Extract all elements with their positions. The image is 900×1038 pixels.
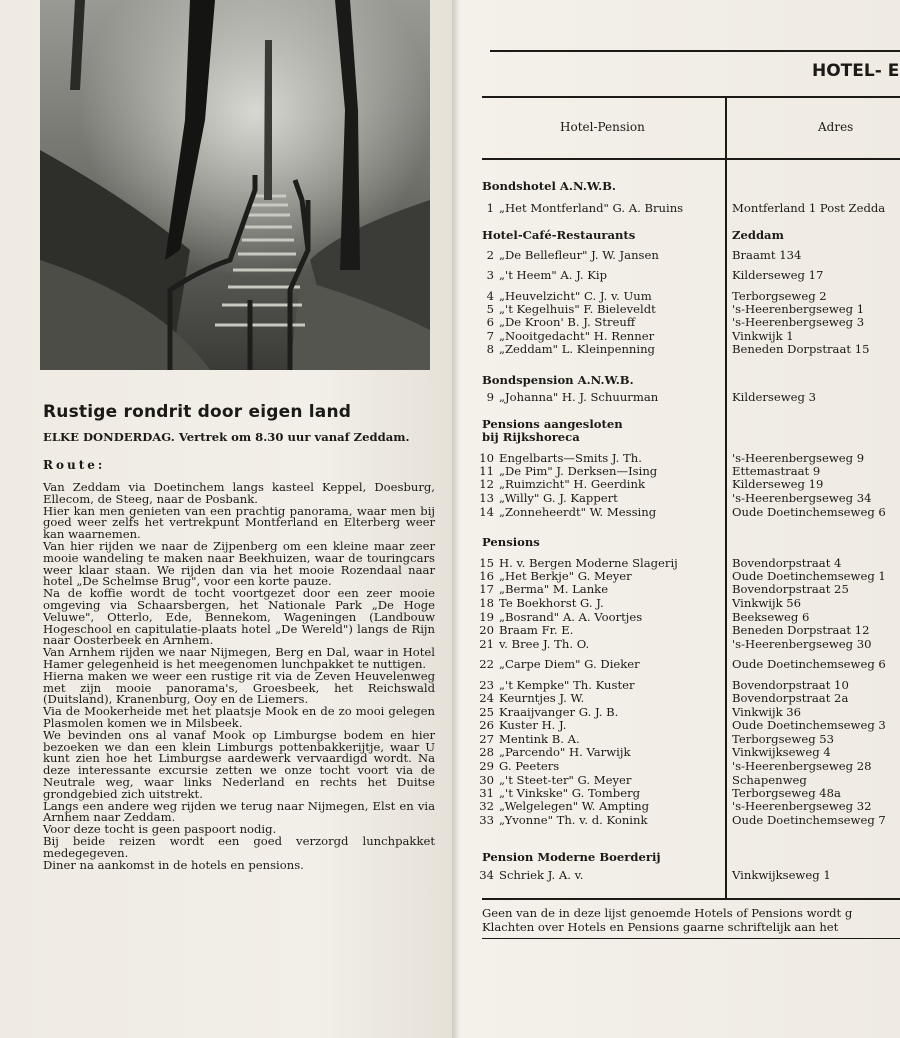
route-description [43,482,435,871]
row-number: 25 [479,705,494,719]
row-number: 8 [486,342,494,356]
article-subtitle: ELKE DONDERDAG. Vertrek om 8.30 uur vanaf Zeddam. [43,430,410,444]
row-number: 33 [479,813,494,827]
row-number: 15 [479,556,494,570]
section-moderne-boerderij: Pension Moderne Boerderij [482,850,661,864]
row-name: Mentink B. A. [499,732,580,746]
row-address: Vinkwijkseweg 4 [732,746,831,759]
row-address: Oude Doetinchemseweg 6 [732,658,886,671]
row-number: 3 [486,268,494,282]
row-address: Schapenweg [732,774,807,787]
row-address: Kilderseweg 3 [732,391,816,404]
footnote-line: Geen van de in deze lijst genoemde Hotels of Pensions wordt g [482,906,853,920]
row-address: 's-Heerenbergseweg 34 [732,492,872,505]
row-number: 13 [479,491,494,505]
footer-rule [482,938,900,939]
row-number: 30 [479,773,494,787]
section-pensions: Pensions [482,535,540,549]
row-number: 16 [479,569,494,583]
row-address: 's-Heerenbergseweg 28 [732,760,872,773]
row-name: „De Kroon' B. J. Streuff [499,315,636,329]
row-address: Beneden Dorpstraat 12 [732,624,870,637]
row-address: Bovendorpstraat 25 [732,583,849,596]
row-number: 23 [479,678,494,692]
paragraph: Voor deze tocht is geen paspoort nodig. [43,822,277,837]
paragraph: Van Arnhem rijden we naar Nijmegen, Berg en Dal, waar in Hotel Hamer gelegenheid is het meegenomen lunchpakket te nuttigen. [43,645,435,671]
row-address: Bovendorpstraat 4 [732,557,842,570]
row-name: „De Bellefleur" J. W. Jansen [499,248,659,262]
paragraph: Hierna maken we weer een rustige rit via de Zeven Heuvelenweg met zijn mooie panorama's, Groesbeek, het Reichswald (Duitsland), Kranenburg, Ooy en de Liemers. [43,668,435,707]
row-name: „Zonneheerdt" W. Messing [499,505,657,519]
colhead-rule [482,158,900,160]
row-number: 1 [486,201,494,215]
row-name: G. Peeters [499,759,560,773]
row-number: 22 [479,657,494,671]
row-name: „Johanna" H. J. Schuurman [499,390,659,404]
row-address: Terborgseweg 53 [732,733,835,746]
forest-stairs-photo [40,0,430,370]
row-address: Beneden Dorpstraat 15 [732,343,870,356]
row-number: 12 [479,477,494,491]
row-name: Keurntjes J. W. [499,691,585,705]
row-address: Vinkwijkseweg 1 [732,869,831,882]
row-name: Kuster H. J. [499,718,567,732]
row-address: Bovendorpstraat 10 [732,679,849,692]
row-number: 19 [479,610,494,624]
row-name: „'t Vinkske" G. Tomberg [499,786,641,800]
row-address: Oude Doetinchemseweg 1 [732,570,886,583]
row-address: Vinkwijk 36 [732,706,802,719]
row-name: Schriek J. A. v. [499,868,584,882]
col-header-hotel: Hotel-Pension [560,120,645,134]
row-number: 31 [479,786,494,800]
row-name: Kraaijvanger G. J. B. [499,705,619,719]
right-page [460,0,900,1038]
row-name: „Bosrand" A. A. Voortjes [499,610,643,624]
paragraph: Hier kan men genieten van een prachtig panorama, waar men bij goed weer zelfs het vertrekpunt Montferland en Elterberg weer kan waarnemen. [43,503,435,542]
row-address: Braamt 134 [732,249,802,262]
table-title: HOTEL- E [812,61,900,81]
row-number: 4 [486,289,494,303]
row-address: Vinkwijk 56 [732,597,802,610]
section-pensions-aangesloten: Pensions aangesloten [482,417,623,431]
row-name: „Yvonne" Th. v. d. Konink [499,813,648,827]
row-address: Oude Doetinchemseweg 7 [732,814,886,827]
row-name: „Het Berkje" G. Meyer [499,569,632,583]
top-rule [490,50,900,52]
row-name: „'t Kempke" Th. Kuster [499,678,635,692]
row-name: Engelbarts—Smits J. Th. [499,451,642,465]
page-fold [452,0,460,1038]
row-name: „Heuvelzicht" C. J. v. Uum [499,289,652,303]
row-name: v. Bree J. Th. O. [499,637,590,651]
row-number: 7 [486,329,494,343]
row-name: „'t Steet-ter" G. Meyer [499,773,632,787]
paragraph: We bevinden ons al vanaf Mook op Limburgse bodem en hier bezoeken we dan een klein Limburgs pottenbakkerijtje, waar U kunt zien hoe het Limburgse aardewerk vervaardigd wordt. Na deze interessante excursie zetten we onze tocht voort via de Neutrale weg, waar links Nederland en rechts het Duitse grondgebied zich uitstrekt. [43,727,435,801]
section-zeddam: Zeddam [732,228,784,242]
footnote-line: Klachten over Hotels en Pensions gaarne schriftelijk aan het [482,920,839,934]
row-address: Ettemastraat 9 [732,465,821,478]
paragraph: Bij beide reizen wordt een goed verzorgd lunchpakket medegegeven. [43,833,435,860]
row-address: Montferland 1 Post Zedda [732,202,886,215]
row-number: 6 [486,315,494,329]
row-address: Kilderseweg 17 [732,269,824,282]
row-address: Oude Doetinchemseweg 6 [732,506,886,519]
row-number: 26 [479,718,494,732]
bottom-rule [482,898,900,900]
paragraph: Van hier rijden we naar de Zijpenberg om een kleine maar zeer mooie wandeling te maken naar Beekhuizen, waar de touringcars weer klaar staan. We rijden dan via het mooie Rozendaal naar hotel „De Schelmse Brug", voor een korte pauze. [43,538,435,589]
paragraph: Diner na aankomst in de hotels en pensions. [43,857,304,872]
row-number: 34 [479,868,494,882]
row-number: 17 [479,582,494,596]
row-name: „Het Montferland" G. A. Bruins [499,201,684,215]
row-name: „Parcendo" H. Varwijk [499,745,631,759]
row-number: 29 [479,759,494,773]
column-divider [725,98,727,898]
row-address: 's-Heerenbergseweg 1 [732,303,865,316]
row-number: 24 [479,691,494,705]
row-address: Bovendorpstraat 2a [732,692,849,705]
article-title: Rustige rondrit door eigen land [43,402,352,422]
section-bondshotel: Bondshotel A.N.W.B. [482,179,616,193]
row-address: 's-Heerenbergseweg 32 [732,800,872,813]
row-name: „Berma" M. Lanke [499,582,609,596]
row-number: 2 [486,248,494,262]
row-name: „Carpe Diem" G. Dieker [499,657,640,671]
row-address: Vinkwijk 1 [732,330,794,343]
row-number: 20 [479,623,494,637]
row-number: 9 [486,390,494,404]
section-hotel-cafe: Hotel-Café-Restaurants [482,228,636,242]
paragraph: Van Zeddam via Doetinchem langs kasteel Keppel, Doesburg, Ellecom, de Steeg, naar de Posbank. [43,480,435,506]
row-number: 18 [479,596,494,610]
header-rule [482,96,900,98]
row-name: „'t Heem" A. J. Kip [499,268,608,282]
row-address: 's-Heerenbergseweg 30 [732,638,872,651]
paragraph: Langs een andere weg rijden we terug naar Nijmegen, Elst en via Arnhem naar Zeddam. [43,798,435,825]
row-name: H. v. Bergen Moderne Slagerij [499,556,678,570]
paragraph: Na de koffie wordt de tocht voortgezet door een zeer mooie omgeving via Schaarsbergen, het Nationale Park „De Hoge Veluwe", Otterlo, Ede, Bennekom, Wageningen (Landbouw Hogeschool en capitulatie-plaats hotel „De Wereld") langs de Rijn naar Oosterbeek en Arnhem. [43,586,435,648]
row-name: „Ruimzicht" H. Geerdink [499,477,645,491]
row-number: 27 [479,732,494,746]
row-address: Oude Doetinchemseweg 3 [732,719,886,732]
row-address: Beekseweg 6 [732,611,810,624]
row-address: Kilderseweg 19 [732,478,824,491]
row-address: 's-Heerenbergseweg 9 [732,452,865,465]
row-name: „Nooitgedacht" H. Renner [499,329,655,343]
row-number: 11 [479,464,494,478]
row-number: 5 [486,302,494,316]
row-address: 's-Heerenbergseweg 3 [732,316,865,329]
row-address: Terborgseweg 2 [732,290,827,303]
row-number: 32 [479,799,494,813]
table-footnote [482,906,900,934]
row-name: „De Pim" J. Derksen—Ising [499,464,658,478]
col-header-adres: Adres [818,120,854,134]
paragraph: Via de Mookerheide met het plaatsje Mook en de zo mooi gelegen Plasmolen komen we in Milsbeek. [43,704,435,730]
row-name: Braam Fr. E. [499,623,574,637]
row-name: „Welgelegen" W. Ampting [499,799,650,813]
row-number: 21 [479,637,494,651]
row-name: „Zeddam" L. Kleinpenning [499,342,655,356]
row-number: 28 [479,745,494,759]
section-rijkshoreca: bij Rijkshoreca [482,430,580,444]
route-label: Route: [43,458,106,472]
row-name: „'t Kegelhuis" F. Bieleveldt [499,302,656,316]
row-name: Te Boekhorst G. J. [499,596,604,610]
row-address: Terborgseweg 48a [732,787,841,800]
section-bondspension: Bondspension A.N.W.B. [482,373,634,387]
row-name: „Willy" G. J. Kappert [499,491,618,505]
row-number: 14 [479,505,494,519]
row-number: 10 [479,451,494,465]
